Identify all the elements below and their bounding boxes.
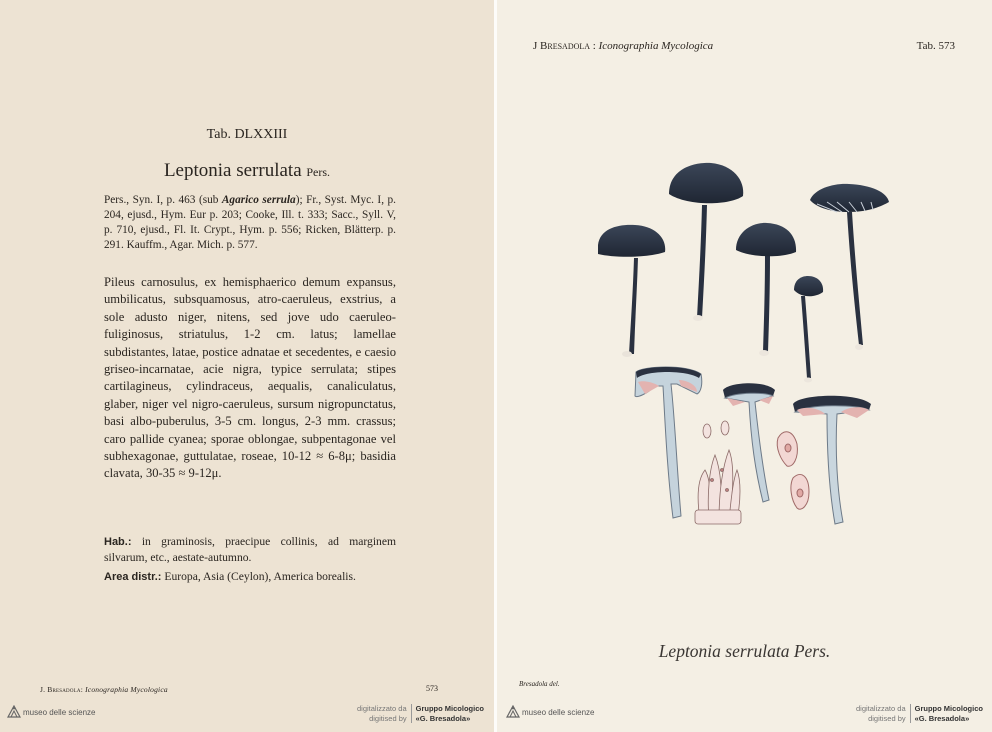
- species-author: Pers.: [306, 165, 331, 179]
- mushroom-specimen: [669, 163, 743, 321]
- mushroom-cross-section: [635, 367, 702, 518]
- left-footer-citation: [40, 685, 168, 694]
- mushroom-plate-illustration: [497, 0, 992, 640]
- plate-caption: Leptonia serrulata Pers.: [658, 641, 831, 661]
- mushroom-specimen: [794, 276, 823, 383]
- species-title: [0, 160, 494, 182]
- species-name: Leptonia serrulata: [163, 160, 302, 181]
- museum-name: museo delle scienze: [23, 707, 96, 717]
- tab-roman-numeral: Tab. DLXXIII: [206, 127, 288, 142]
- distribution-label: Area distr.:: [104, 571, 162, 583]
- description-paragraph: Pileus carnosulus, ex hemisphaerico demum expansus, umbilicatus, subsquamosus, atro-caeruleus, exstrius, a sole adusto niger, nitens, sed jove udo caeruleo-fuliginosus, striatulus, 1-2 cm. latus; lamellae subdistantes, latae, postice adnatae et secedentes, e caesio griseo-incarnatae, acie nigra, typice serrulata; stipes cartilagineus, cylindraceus, aequalis, canaliculatus, glaber, niger vel nigro-caeruleus, sursum nigropunctatus, basi albo-puberulus, 3-5 cm. longus, 2-3 mm. crassus; caro pallide cyanea; sporae oblongae, subpentagonae vel subhexagonae, guttulatae, roseae, 10-12 ≈ 6-8μ; basidia clavata, 30-35 ≈ 9-12μ.: [104, 275, 396, 481]
- digitised-line-1: digitalizzato da: [357, 704, 407, 713]
- mushroom-specimen: [598, 225, 665, 357]
- header-book-title: Iconographia Mycologica: [598, 40, 714, 52]
- left-page: [0, 0, 494, 732]
- mushroom-specimen: [736, 223, 796, 356]
- hymenium-detail: [695, 421, 741, 524]
- plate-number: Tab. 573: [916, 40, 955, 52]
- museum-logo: [506, 705, 594, 719]
- mushroom-specimen: [810, 184, 889, 350]
- artist-credit: Bresadola del.: [519, 680, 560, 688]
- references-paragraph: [104, 193, 396, 253]
- group-line-1: Gruppo Micologico: [914, 704, 983, 713]
- museum-name: museo delle scienze: [522, 707, 595, 717]
- museum-logo-icon: [7, 705, 21, 719]
- right-page: [497, 0, 992, 732]
- spore-detail: [777, 432, 809, 509]
- habitat-label: Hab.:: [104, 536, 132, 548]
- habitat-text: in graminosis, praecipue collinis, ad marginem silvarum, etc., aestate-autumno.: [104, 535, 396, 564]
- footer-author: J. Bresadola:: [40, 685, 84, 694]
- group-line-1: Gruppo Micologico: [415, 704, 484, 713]
- reference-italic: Agarico serrula: [221, 194, 296, 206]
- habitat-paragraph: [104, 534, 396, 566]
- header-author: J Bresadola :: [533, 40, 596, 52]
- footer-book-title: Iconographia Mycologica: [85, 685, 168, 694]
- group-line-2: «G. Bresadola»: [415, 713, 471, 723]
- distribution-text: Europa, Asia (Ceylon), America borealis.: [161, 570, 356, 583]
- digitised-credit: [357, 704, 484, 723]
- museum-logo-icon: [506, 705, 520, 719]
- museum-logo: [7, 705, 95, 719]
- digitised-credit: [856, 704, 983, 723]
- page-number: 573: [426, 684, 438, 693]
- reference-text: Pers., Syn. I, p. 463 (sub: [104, 194, 222, 206]
- digitised-line-1: digitalizzato da: [856, 704, 906, 713]
- group-line-2: «G. Bresadola»: [914, 713, 970, 723]
- digitised-line-2: digitised by: [369, 713, 407, 723]
- digitised-line-2: digitised by: [868, 713, 906, 723]
- distribution-paragraph: [104, 570, 404, 583]
- reference-text: ); Fr., Syst. Myc. I, p. 204, ejusd., Hym. Eur p. 203; Cooke, Ill. t. 333; Sacc., Syll. V, p. 710, ejusd., Fl. It. Crypt., Hym. p. 556; Ricken, Blätterp. p. 291. Kauffm., Agar. Mich. p. 577.: [104, 194, 396, 251]
